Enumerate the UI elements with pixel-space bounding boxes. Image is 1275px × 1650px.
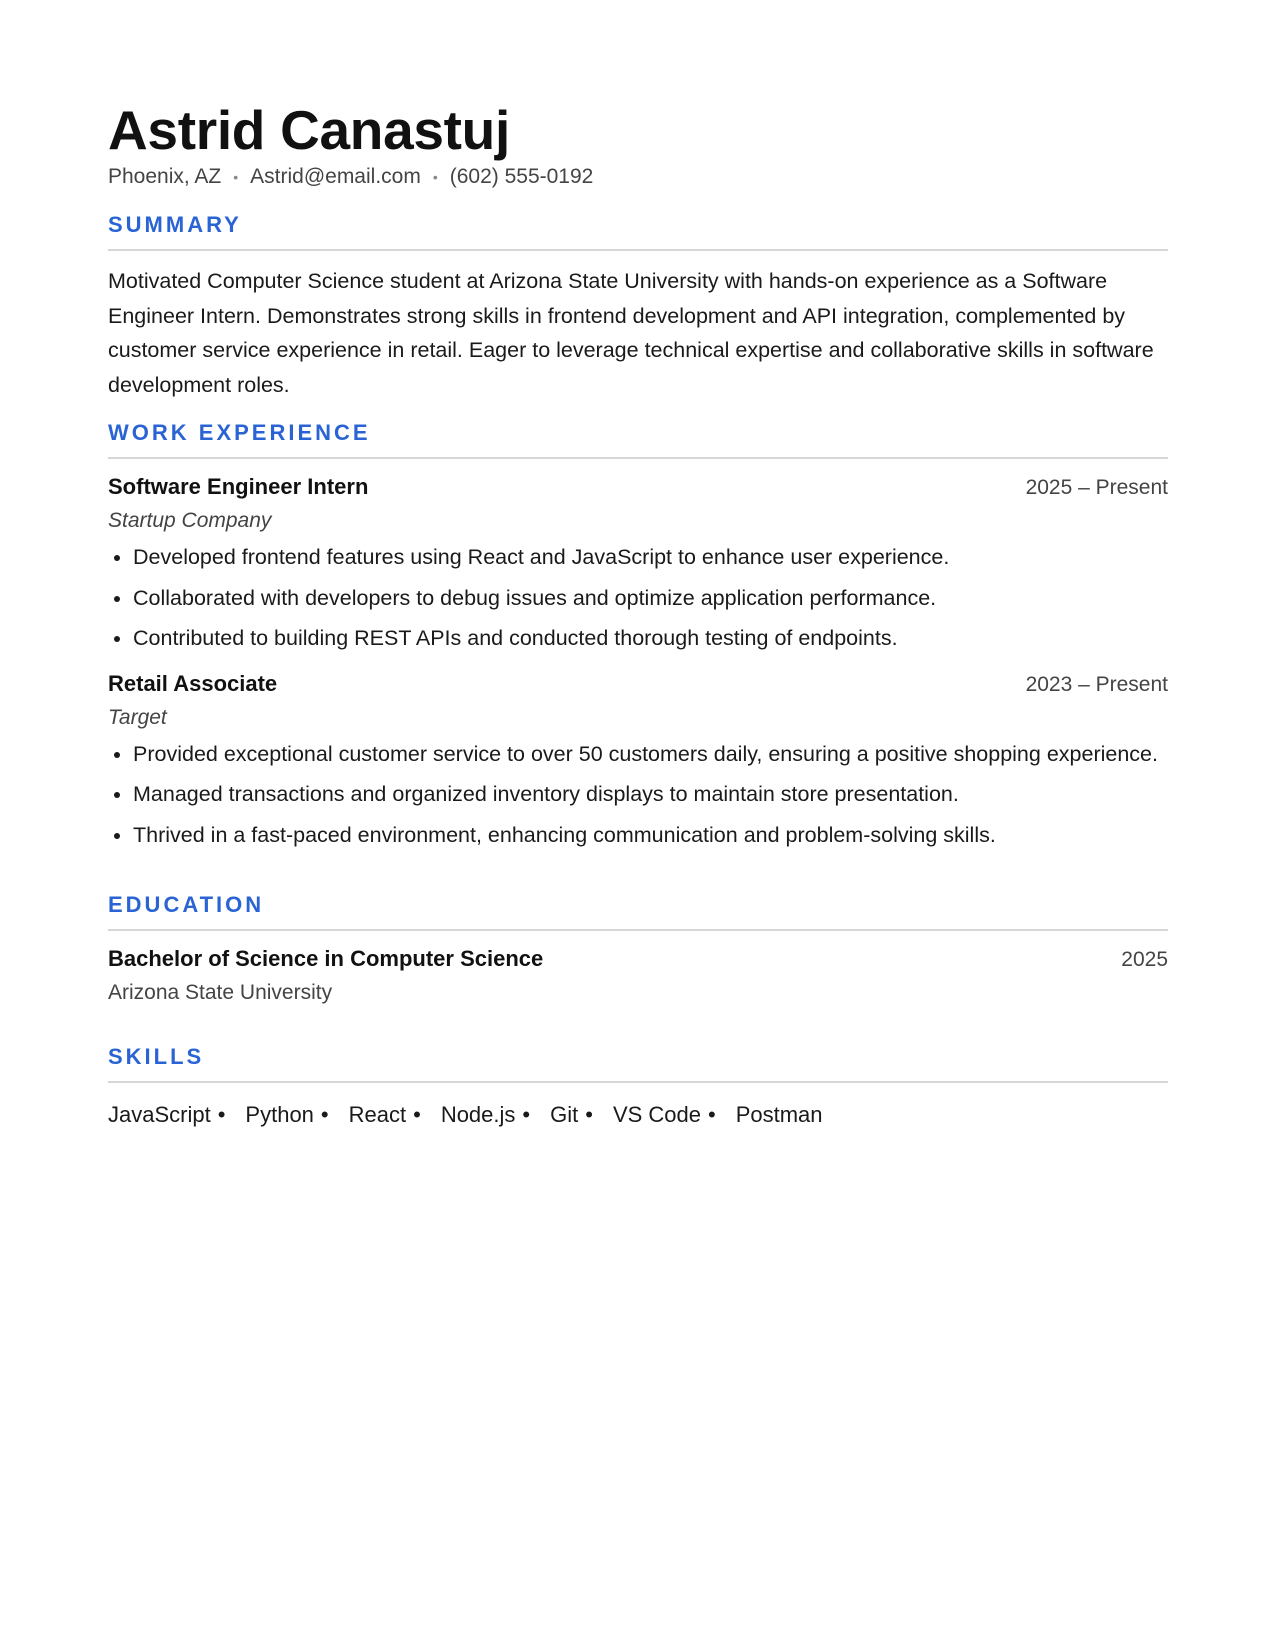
list-item (108, 621, 1168, 656)
candidate-name: Astrid Canastuj (108, 99, 510, 161)
skills-heading: SKILLS (108, 1044, 205, 1069)
contact-phone[interactable]: (602) 555-0192 (449, 165, 594, 188)
skill-separator: • (522, 1102, 531, 1127)
list-item (108, 777, 1168, 812)
bullet-text: Thrived in a fast-paced environment, enhancing communication and problem-solving skills. (133, 822, 996, 847)
summary-heading: SUMMARY (108, 212, 242, 237)
bullet-icon (114, 792, 120, 798)
skill-label: VS Code (612, 1102, 701, 1127)
education-heading: EDUCATION (108, 892, 265, 917)
job-header (108, 669, 1168, 700)
skill-separator: • (217, 1102, 226, 1127)
skill-label: Python (245, 1102, 314, 1127)
skill-item (736, 1100, 823, 1130)
education-header (108, 944, 1168, 975)
experience-section (108, 420, 1168, 852)
resume-page (108, 100, 1168, 1130)
list-item (108, 737, 1168, 772)
job-entry (108, 669, 1168, 853)
skill-label: JavaScript (108, 1102, 211, 1127)
skill-label: React (348, 1102, 407, 1127)
section-divider (108, 1081, 1168, 1083)
summary-text: Motivated Computer Science student at Arizona State University with hands-on experience as a Software Engineer Intern. Demonstrates strong skills in frontend development and API integration, complemented by customer service experience in retail. Eager to leverage technical expertise and collaborative skills in software development roles. (108, 269, 1154, 397)
skill-separator: • (708, 1102, 716, 1127)
job-title: Retail Associate (108, 670, 278, 696)
job-header (108, 472, 1168, 503)
bullet-text: Collaborated with developers to debug issues and optimize application performance. (133, 585, 937, 610)
skill-separator: • (320, 1102, 329, 1127)
bullet-text: Contributed to building REST APIs and conducted thorough testing of endpoints. (133, 626, 898, 650)
bullet-icon (114, 636, 120, 642)
job-bullets (108, 540, 1168, 656)
skill-item (550, 1100, 593, 1130)
skill-label: Git (550, 1102, 579, 1127)
contact-separator: • (432, 169, 438, 185)
job-company: Startup Company (108, 509, 272, 532)
bullet-text: Developed frontend features using React and JavaScript to enhance user experience. (133, 545, 950, 569)
skill-label: Node.js (440, 1102, 516, 1127)
graduation-year: 2025 (1121, 948, 1168, 971)
contact-line (108, 164, 1168, 190)
bullet-text: Provided exceptional customer service to over 50 customers daily, ensuring a positive shopping experience. (133, 741, 1158, 766)
degree-title: Bachelor of Science in Computer Science (108, 946, 544, 971)
skill-separator: • (585, 1102, 593, 1127)
skills-list (108, 1100, 1168, 1130)
skill-item (349, 1100, 421, 1130)
section-divider (108, 249, 1168, 251)
bullet-icon (114, 596, 120, 602)
section-divider (108, 929, 1168, 931)
experience-heading: WORK EXPERIENCE (108, 420, 371, 445)
list-item (108, 818, 1168, 853)
job-bullets (108, 737, 1168, 853)
bullet-icon (114, 752, 120, 758)
bullet-text: Managed transactions and organized inventory displays to maintain store presentation. (133, 782, 959, 806)
job-title: Software Engineer Intern (108, 474, 369, 499)
education-section (108, 892, 1168, 1008)
bullet-icon (114, 555, 120, 561)
section-divider (108, 457, 1168, 459)
job-entry (108, 472, 1168, 656)
job-dates: 2025 – Present (1025, 476, 1168, 499)
contact-email[interactable]: Astrid@email.com (250, 165, 421, 188)
contact-location: Phoenix, AZ (108, 165, 222, 188)
skills-section (108, 1044, 1168, 1130)
job-dates: 2023 – Present (1025, 672, 1168, 696)
summary-section (108, 212, 1168, 402)
list-item (108, 540, 1168, 575)
skill-item (108, 1100, 225, 1130)
resume-header (108, 100, 1168, 190)
bullet-icon (114, 833, 120, 839)
list-item (108, 581, 1168, 616)
education-entry (108, 944, 1168, 1008)
skill-item (245, 1100, 328, 1130)
skill-item (613, 1100, 716, 1130)
school-name: Arizona State University (108, 981, 333, 1004)
contact-separator: • (233, 169, 239, 185)
skill-label: Postman (735, 1102, 823, 1127)
skill-item (441, 1100, 530, 1130)
job-company: Target (108, 705, 167, 729)
skill-separator: • (413, 1102, 421, 1127)
